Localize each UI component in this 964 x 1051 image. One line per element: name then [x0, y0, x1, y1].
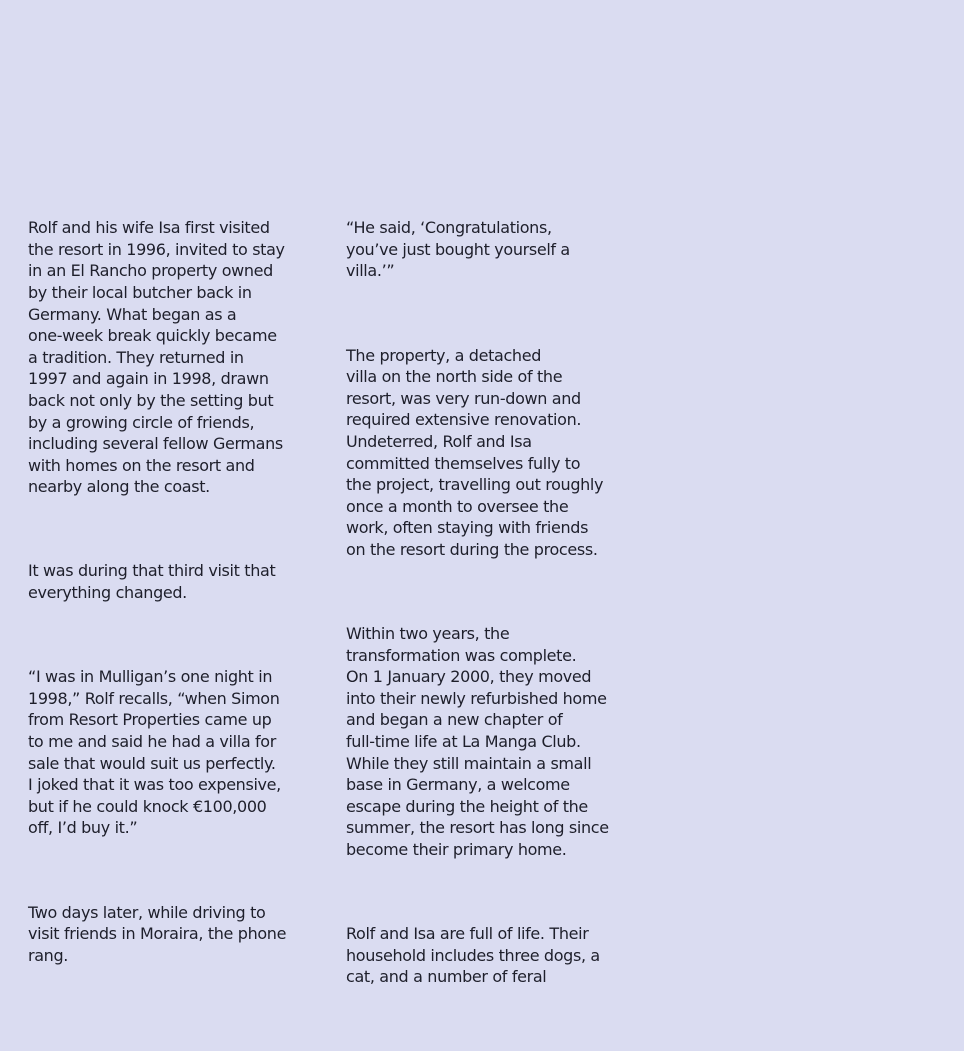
paragraph-congratulations-quote: “He said, ‘Congratulations, you’ve just bought yourself a villa.’” — [346, 218, 570, 281]
paragraph-mulligans-quote: “I was in Mulligan’s one night in 1998,” Rolf recalls, “when Simon from Resort Properties came up to me and said he had a villa for sale that would suit us perfectly. I joked that it was too expensive, but if he could knock €100,000 off, I’d buy it.” — [28, 667, 281, 838]
right-text-column — [346, 174, 646, 1051]
paragraph-renovation: The property, a detached villa on the north side of the resort, was very run-down and required extensive renovation. Undeterred, Rolf and Isa committed themselves fully to the project, travelling out roughly once a month to oversee the work, often staying with friends on the resort during the process. — [346, 345, 604, 559]
paragraph-third-visit: It was during that third visit that everything changed. — [28, 561, 276, 603]
paragraph-transformation: Within two years, the transformation was complete. On 1 January 2000, they moved into their newly refurbished home and began a new chapter of full-time life at La Manga Club. While they still maintain a small base in Germany, a welcome escape during the height of the summer, the resort has long since become their primary home. — [346, 624, 609, 859]
left-text-column — [28, 174, 318, 1029]
paragraph-full-of-life: Rolf and Isa are full of life. Their household includes three dogs, a cat, and a number of feral — [346, 924, 600, 987]
paragraph-first-visit: Rolf and his wife Isa first visited the resort in 1996, invited to stay in an El Rancho property owned by their local butcher back in Germany. What began as a one-week break quickly became a tradition. They returned in 1997 and again in 1998, drawn back not only by the setting but by a growing circle of friends, including several fellow Germans with homes on the resort and nearby along the coast. — [28, 218, 285, 497]
paragraph-phone-rang: Two days later, while driving to visit friends in Moraira, the phone rang. — [28, 902, 287, 965]
